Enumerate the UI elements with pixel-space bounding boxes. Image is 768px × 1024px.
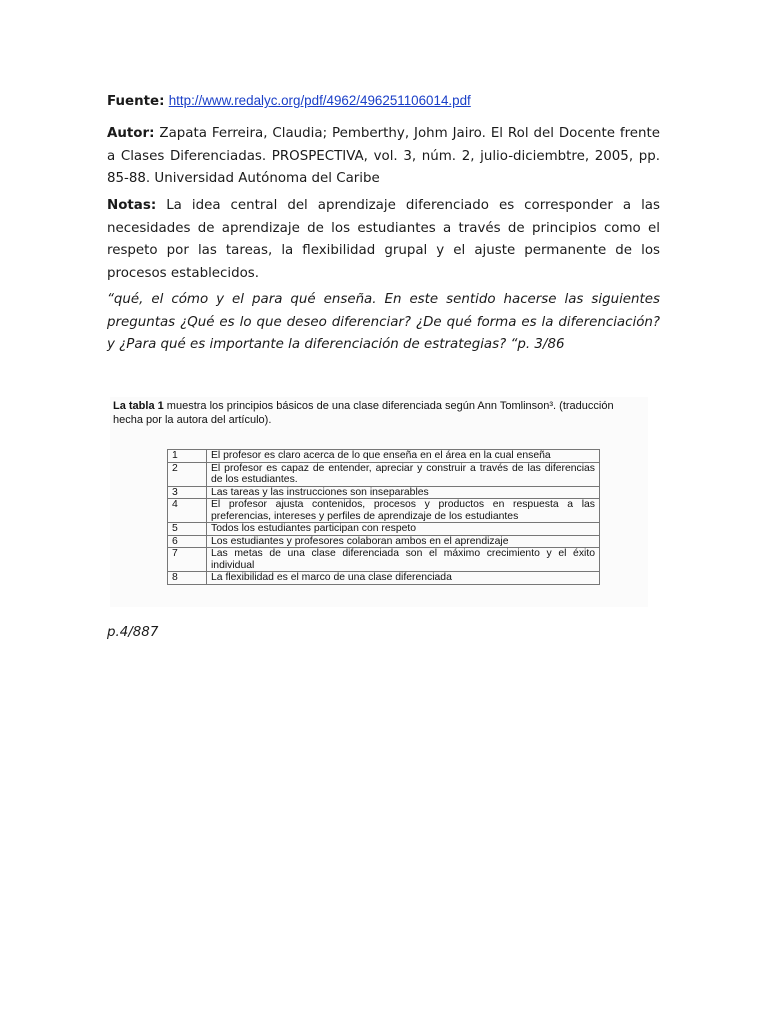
row-principle: El profesor ajusta contenidos, procesos y productos en respuesta a las preferencias, intereses y perfiles de aprendizaje de los estudiantes xyxy=(207,499,600,523)
figure-caption xyxy=(113,399,645,427)
row-principle: Las tareas y las instrucciones son inseparables xyxy=(207,486,600,499)
source-link[interactable]: http://www.redalyc.org/pdf/4962/496251106014.pdf xyxy=(168,93,471,108)
row-principle: El profesor es capaz de entender, apreciar y construir a través de las diferencias de los estudiantes. xyxy=(207,462,600,486)
table-row xyxy=(168,523,600,536)
row-principle: El profesor es claro acerca de lo que enseña en el área en la cual enseña xyxy=(207,450,600,463)
notes-paragraph xyxy=(107,195,660,285)
principles-table xyxy=(167,449,600,585)
quote-paragraph: “qué, el cómo y el para qué enseña. En este sentido hacerse las siguientes preguntas ¿Qué es lo que deseo diferenciar? ¿De qué forma es la diferenciación? y ¿Para qué es importante la diferenciación de estrategias? “p. 3/86 xyxy=(107,292,660,352)
author-label: Autor: xyxy=(107,126,155,141)
notes-label: Notas: xyxy=(107,198,157,213)
table-row xyxy=(168,450,600,463)
row-principle: Las metas de una clase diferenciada son el máximo crecimiento y el éxito individual xyxy=(207,548,600,572)
row-number: 1 xyxy=(168,450,207,463)
source-label: Fuente: xyxy=(107,94,165,109)
row-number: 2 xyxy=(168,462,207,486)
row-principle: Los estudiantes y profesores colaboran ambos en el aprendizaje xyxy=(207,535,600,548)
row-principle: La flexibilidad es el marco de una clase diferenciada xyxy=(207,572,600,585)
table-row xyxy=(168,499,600,523)
table-row xyxy=(168,462,600,486)
author-paragraph xyxy=(107,123,660,191)
row-number: 8 xyxy=(168,572,207,585)
notes-text: La idea central del aprendizaje diferenciado es corresponder a las necesidades de aprendizaje de los estudiantes a través de principios como el respeto por las tareas, la flexibilidad grupal y el ajuste permanente de los procesos establecidos. xyxy=(107,198,660,281)
table-row xyxy=(168,548,600,572)
source-line xyxy=(107,90,660,114)
row-number: 7 xyxy=(168,548,207,572)
figure-caption-text: muestra los principios básicos de una clase diferenciada según Ann Tomlinson³. (traducción hecha por la autora del artículo). xyxy=(113,400,614,426)
page-reference: p.4/887 xyxy=(107,625,159,640)
table-row xyxy=(168,486,600,499)
row-number: 3 xyxy=(168,486,207,499)
table-row xyxy=(168,572,600,585)
row-number: 4 xyxy=(168,499,207,523)
figure-caption-bold: La tabla 1 xyxy=(113,400,164,412)
row-number: 5 xyxy=(168,523,207,536)
row-principle: Todos los estudiantes participan con respeto xyxy=(207,523,600,536)
table-row xyxy=(168,535,600,548)
author-text: Zapata Ferreira, Claudia; Pemberthy, Johm Jairo. El Rol del Docente frente a Clases Diferenciadas. PROSPECTIVA, vol. 3, núm. 2, julio-diciembtre, 2005, pp. 85-88. Universidad Autónoma del Caribe xyxy=(107,126,660,186)
table-figure xyxy=(110,397,648,607)
row-number: 6 xyxy=(168,535,207,548)
